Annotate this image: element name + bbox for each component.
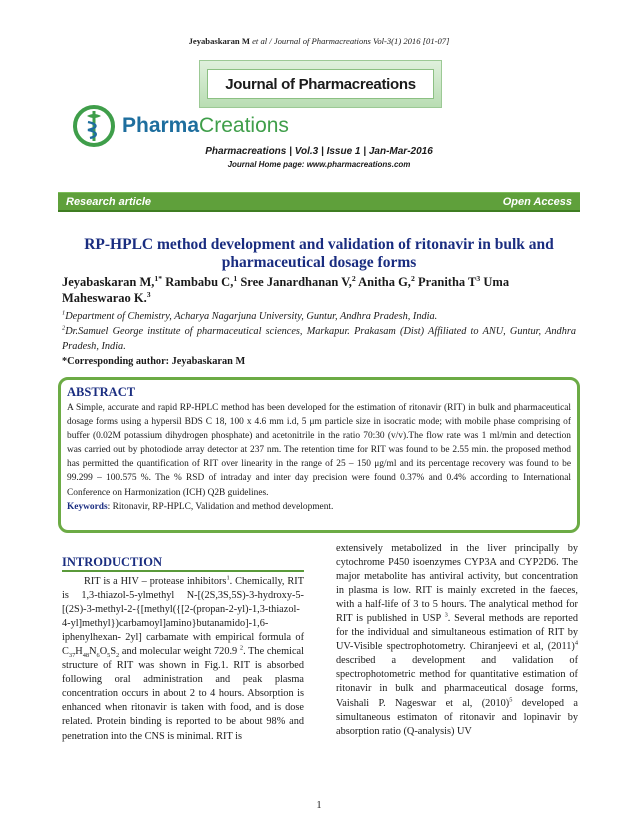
citation-sup: 4 <box>574 639 578 647</box>
intro-text: . The chemical structure of RIT was shown in Fig.1. RIT is absorbed following oral administration and peak plasma concentration occurs in about 2 to 4 hours. Absorption is enhanced when ritonavir is taken with food, and is dose related. Protein binding is reported to be about 98% and penetration into the CNS is minimal. RIT is <box>62 646 304 742</box>
logo-text-creations: Creations <box>199 114 289 137</box>
issue-line: Pharmacreations | Vol.3 | Issue 1 | Jan-Mar-2016 <box>205 146 433 157</box>
author-sup: 1 <box>233 273 238 283</box>
citation-sup: 2 <box>239 644 244 652</box>
formula-element: S <box>110 646 117 658</box>
abstract-heading: ABSTRACT <box>67 385 136 399</box>
author-name: Jeyabaskaran M, <box>62 275 155 289</box>
formula-element: C <box>62 646 69 658</box>
logo-text-pharma: Pharma <box>122 114 200 137</box>
author-sup: 3 <box>146 289 151 299</box>
citation-sup: 5 <box>509 696 513 704</box>
formula-subscript: 48 <box>82 652 90 660</box>
logo-text <box>122 114 289 138</box>
author-list <box>62 274 576 306</box>
article-type-bar <box>58 192 580 212</box>
journal-title: Journal of Pharmacreations <box>207 69 434 99</box>
affiliation-sup: 2 <box>62 324 66 332</box>
caduceus-logo-icon <box>72 104 116 148</box>
formula-subscript: 37 <box>68 652 76 660</box>
introduction-heading: INTRODUCTION <box>62 554 304 572</box>
journal-banner <box>199 60 442 108</box>
citation-sup: 1 <box>226 574 230 582</box>
publisher-logo <box>72 104 289 148</box>
article-title: RP-HPLC method development and validation of ritonavir in bulk and pharmaceutical dosage forms <box>84 236 554 271</box>
affiliation-text: Department of Chemistry, Acharya Nagarjuna University, Guntur, Andhra Pradesh, India. <box>65 311 438 322</box>
open-access-label: Open Access <box>502 195 572 208</box>
keywords-label: Keywords <box>67 501 108 512</box>
author-name: Sree Janardhanan V, <box>237 275 352 289</box>
affiliation-sup: 1 <box>62 309 66 317</box>
corresponding-author: *Corresponding author: Jeyabaskaran M <box>62 356 246 367</box>
formula-element: N <box>89 646 97 658</box>
abstract-box <box>58 377 580 533</box>
homepage-line: Journal Home page: www.pharmacreations.com <box>227 160 411 169</box>
affiliations <box>62 309 576 369</box>
formula-element: O <box>99 646 108 658</box>
introduction-paragraph <box>62 575 304 744</box>
formula-subscript: 6 <box>96 652 100 660</box>
intro-text: and molecular weight 720.9 <box>119 646 240 658</box>
formula-element: H <box>75 646 83 658</box>
intro-text: described a development and validation of spectrophotometric method for quantitative estimation of ritonavir in bulk and pharmaceutical dosage forms, Vaishali P. Nageswar et al, (2010) <box>336 655 578 709</box>
author-sup: 3 <box>476 273 481 283</box>
formula-subscript: 2 <box>116 652 120 660</box>
intro-text: RIT is a HIV – protease inhibitors <box>84 576 227 587</box>
author-name: Pranitha T <box>414 275 477 289</box>
abstract-text: A Simple, accurate and rapid RP-HPLC method has been developed for the estimation of ritonavir (RIT) in bulk and pharmaceutical dosage forms using a hypersil BDS C 18, 100 x 4.6 mm i.d, 5 μm particle size in isocratic mode; with mobile phase comprising of buffer (0.02M potassium dihydrogen phosphate) and acetonitrile in the ratio 70:30 (v/v).The flow rate was 1 ml/min and detection was carried out by photodiode array detector at 237 nm. The retention time for RIT was found to be 2.55 min. the proposed method has permitted the quantification of RIT over linearity in the range of 25 – 150 μg/ml and its percentage recovery was found to be 99.299 – 100.575 %. The % RSD of intraday and inter day precision were found 0.37% and 0.4% according to International Conference on Harmonization (ICH) Q2B guidelines. <box>67 403 571 498</box>
keywords <box>67 500 571 514</box>
author-name: Anitha G, <box>355 275 411 289</box>
right-column <box>336 542 578 739</box>
affiliation <box>62 324 576 354</box>
running-header-journal: et al / Journal of Pharmacreations Vol-3(1) 2016 [01-07] <box>252 36 450 46</box>
citation-sup: 3 <box>444 611 448 619</box>
affiliation <box>62 309 576 324</box>
affiliation-text: Dr.Samuel George institute of pharmaceutical sciences, Markapur. Prakasam (Dist) Affiliated to ANU, Guntur, Andhra Pradesh, India. <box>62 326 576 352</box>
intro-text: extensively metabolized in the liver principally by cytochrome P450 isoenzymes CYP3A and CYP2D6. The major metabolite has antiviral activity, but concentration in plasma is low. RIT is mainly excreted in the faeces, with a half-life of 3 to 5 hours. The analytical method for RIT is published in USP <box>336 543 578 625</box>
author-sup: 2 <box>351 273 356 283</box>
intro-text: . Chemically, RIT is 1,3-thiazol-5-ylmethyl N-[(2S,3S,5S)-3-hydroxy-5-[(2S)-3-methyl-2-{[methyl({[2-(propan-2-yl)-1,3-thiazol-4-yl]methyl})carbamoyl]amino}butanamido]-1,6-iphenylhexan- 2yl] carbamate with empirical formula of <box>62 576 305 644</box>
page-number: 1 <box>316 800 322 811</box>
intro-text: . Several methods are reported for the individual and simultaneous estimation of RIT by UV-Visible spectrophotometry. Chiranjeevi et al, (2011) <box>336 613 579 653</box>
keywords-text: : Ritonavir, RP-HPLC, Validation and method development. <box>107 501 334 512</box>
author-name: Uma Maheswarao K. <box>62 275 510 305</box>
introduction-continued <box>336 542 578 739</box>
intro-text: developed a simultaneous estimaton of ritonavir and lopinavir by absorption ratio (Q-analysis) UV <box>336 697 578 737</box>
author-sup: 1* <box>154 273 163 283</box>
article-type: Research article <box>66 195 151 208</box>
author-sup: 2 <box>410 273 415 283</box>
running-header <box>0 36 638 46</box>
empirical-formula <box>62 646 120 660</box>
left-column <box>62 554 304 744</box>
author-name: Rambabu C, <box>162 275 234 289</box>
formula-subscript: 5 <box>107 652 111 660</box>
running-header-author: Jeyabaskaran M <box>188 36 250 46</box>
